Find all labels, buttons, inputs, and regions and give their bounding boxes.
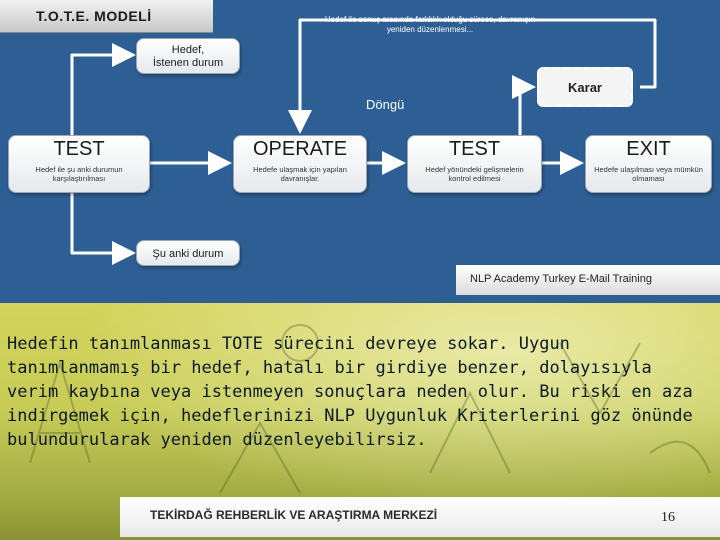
test-box-2 (407, 135, 542, 193)
title-bar (0, 0, 213, 33)
operate-box (233, 135, 367, 193)
diagram-title: T.O.T.E. MODELİ (36, 8, 152, 24)
arrow-test-to-goal (72, 55, 130, 135)
slide-body-text: Hedefin tanımlanması TOTE sürecini devreye sokar. Uygun tanımlanmamış bir hedef, hatalı bir girdiye benzer, dolayısıyla verim kaybına veya istenmeyen sonuçlara neden olur. Bu riski en aza indirgemek için, hedeflerinizi NLP Uygunluk Kriterlerini göz önünde bulundurularak yeniden düzenleyebilirsiz. (7, 334, 693, 450)
footer-band (120, 497, 720, 537)
academy-label: NLP Academy Turkey E-Mail Training (470, 273, 652, 285)
test-2-title: TEST (448, 138, 501, 160)
test-2-desc: Hedef yönündeki gelişmelerin kontrol edilmesi (425, 165, 524, 183)
loop-condition-note: Hedef ile sonuç arasında farklılık olduğu sürece, davranışın yeniden düzenlenmesi... (324, 15, 536, 34)
decision-box (537, 67, 633, 107)
operate-desc: Hedefe ulaşmak için yapılan davranışlar. (253, 165, 347, 183)
test-1-desc: Hedef ile şu anki durumun karşılaştırılması (35, 165, 123, 183)
test-box-1 (8, 135, 150, 193)
arrow-test-to-current (72, 193, 130, 253)
exit-title: EXIT (626, 138, 671, 160)
current-state-box (136, 240, 240, 266)
goal-line-2: İstenen durum (152, 57, 224, 69)
page-number: 16 (661, 510, 675, 525)
operate-title: OPERATE (252, 138, 348, 160)
decision-label: Karar (568, 80, 602, 95)
test-1-title: TEST (53, 138, 105, 160)
arrow-test2-to-decision (520, 87, 530, 135)
goal-box (136, 38, 240, 74)
slide-content (0, 303, 720, 540)
goal-line-1: Hedef, (171, 44, 205, 56)
loop-label: Döngü (366, 97, 405, 112)
exit-desc: Hedefe ulaşılması veya mümkün olmaması (594, 165, 703, 183)
current-state-label: Şu anki durum (152, 248, 224, 260)
exit-box (585, 135, 712, 193)
academy-banner (456, 265, 720, 295)
footer-organization: TEKİRDAĞ REHBERLİK VE ARAŞTIRMA MERKEZİ (150, 508, 438, 522)
